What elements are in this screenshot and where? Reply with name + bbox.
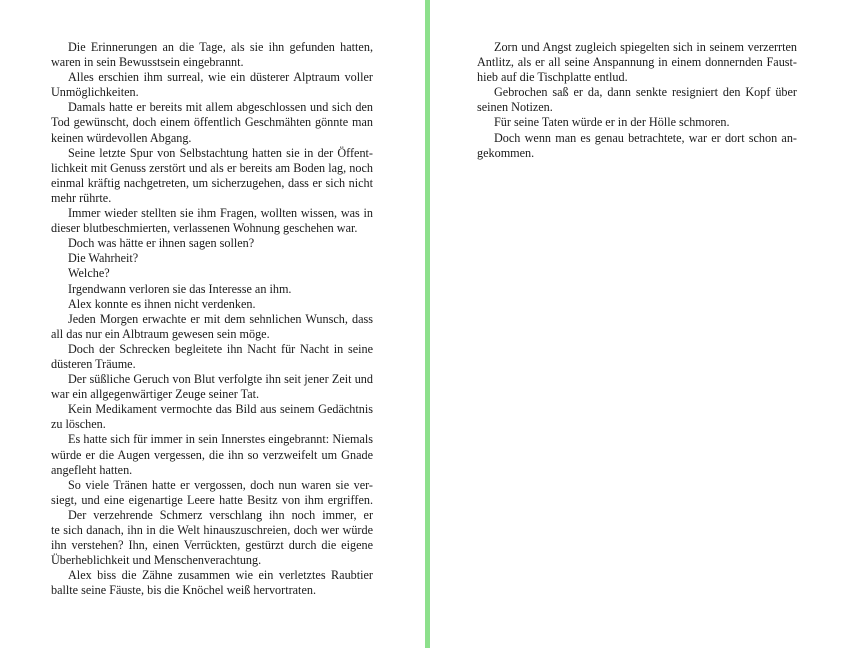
- text-line: all das nur ein Albtraum gewesen sein möge.: [51, 326, 270, 341]
- text-line: Zorn und Angst zugleich spiegelten sich in seinem verzerrten: [494, 40, 797, 54]
- right-page-body: [477, 40, 797, 161]
- text-line: dieser blutbeschmierten, verlassenen Wohnung geschehen war.: [51, 221, 358, 236]
- text-line: angefleht hatten.: [51, 462, 133, 477]
- text-line: Damals hatte er bereits mit allem abgeschlossen und sich den: [68, 100, 373, 115]
- text-line: Seine letzte Spur von Selbstachtung hatten sie in der Öffent-: [68, 145, 373, 160]
- text-line: ballte seine Fäuste, bis die Knöchel weiß hervortraten.: [51, 583, 316, 598]
- text-line: Die Erinnerungen an die Tage, als sie ihn gefunden hatten,: [68, 40, 373, 54]
- text-line: Alles erschien ihm surreal, wie ein düsterer Alptraum voller: [68, 70, 373, 85]
- text-line: düsteren Träume.: [51, 356, 136, 371]
- text-line: Jeden Morgen erwachte er mit dem sehnlichen Wunsch, dass: [68, 311, 373, 326]
- text-line: Überheblichkeit und Menschenverachtung.: [51, 553, 262, 568]
- text-line: Tod gewünscht, doch einem öffentlich Geschmähten gönnte man: [51, 115, 373, 130]
- text-line: Es hatte sich für immer in sein Innerstes eingebrannt: Niemals: [68, 432, 373, 447]
- text-line: Antlitz, als er all seine Anspannung in einem donnernden Faust-: [477, 55, 797, 70]
- text-line: So viele Tränen hatte er vergossen, doch nun waren sie ver-: [68, 477, 373, 492]
- text-line: Unmöglichkeiten.: [51, 85, 139, 100]
- left-page: [0, 0, 425, 648]
- text-line: zu löschen.: [51, 417, 106, 432]
- text-line: Kein Medikament vermochte das Bild aus seinem Gedächtnis: [68, 402, 373, 417]
- text-line: siegt, und eine eigenartige Leere hatte Besitz von ihm ergriffen.: [51, 492, 373, 507]
- text-line: ihn verstehen? Ihn, einen Verrückten, gestürzt durch die eigene: [51, 538, 373, 553]
- text-line: war ein allgegenwärtiger Zeuge seiner Tat.: [51, 387, 260, 402]
- text-line: Der süßliche Geruch von Blut verfolgte ihn seit jener Zeit und: [68, 372, 373, 387]
- text-line: mehr rührte.: [51, 190, 112, 205]
- text-line: Für seine Taten würde er in der Hölle schmoren.: [494, 115, 730, 130]
- text-line: lichkeit mit Genuss zerstört und als er bereits am Boden lag, noch: [51, 160, 373, 175]
- right-page: [430, 0, 856, 648]
- text-line: Doch wenn man es genau betrachtete, war er dort schon an-: [494, 130, 797, 145]
- text-line: Gebrochen saß er da, dann senkte resigniert den Kopf über: [494, 85, 797, 100]
- text-line: hieb auf die Tischplatte entlud.: [477, 70, 628, 85]
- text-line: Welche?: [68, 266, 110, 281]
- left-page-body: [51, 40, 373, 598]
- text-line: Doch der Schrecken begleitete ihn Nacht für Nacht in seine: [68, 341, 373, 356]
- text-line: Alex biss die Zähne zusammen wie ein verletztes Raubtier: [68, 568, 373, 583]
- text-line: einmal kräftig nachgetreten, um sicherzugehen, dass er sich nicht: [51, 175, 373, 190]
- text-line: Irgendwann verloren sie das Interesse an ihm.: [68, 281, 292, 296]
- text-line: Die Wahrheit?: [68, 251, 139, 266]
- text-line: Alex konnte es ihnen nicht verdenken.: [68, 296, 256, 311]
- text-line: Der verzehrende Schmerz verschlang ihn noch immer, er: [68, 507, 373, 522]
- text-line: te sich danach, ihn in die Welt hinauszuschreien, doch wer würde: [51, 523, 373, 537]
- text-line: Immer wieder stellten sie ihm Fragen, wollten wissen, was in: [68, 206, 373, 221]
- text-line: Doch was hätte er ihnen sagen sollen?: [68, 236, 255, 251]
- text-line: keinen würdevollen Abgang.: [51, 130, 192, 145]
- text-line: gekommen.: [477, 145, 535, 160]
- text-line: würde er die Augen vergessen, die ihn so verzweifelt um Gnade: [51, 447, 373, 462]
- text-line: waren in sein Bewusstsein eingebrannt.: [51, 55, 244, 70]
- text-line: seinen Notizen.: [477, 100, 553, 115]
